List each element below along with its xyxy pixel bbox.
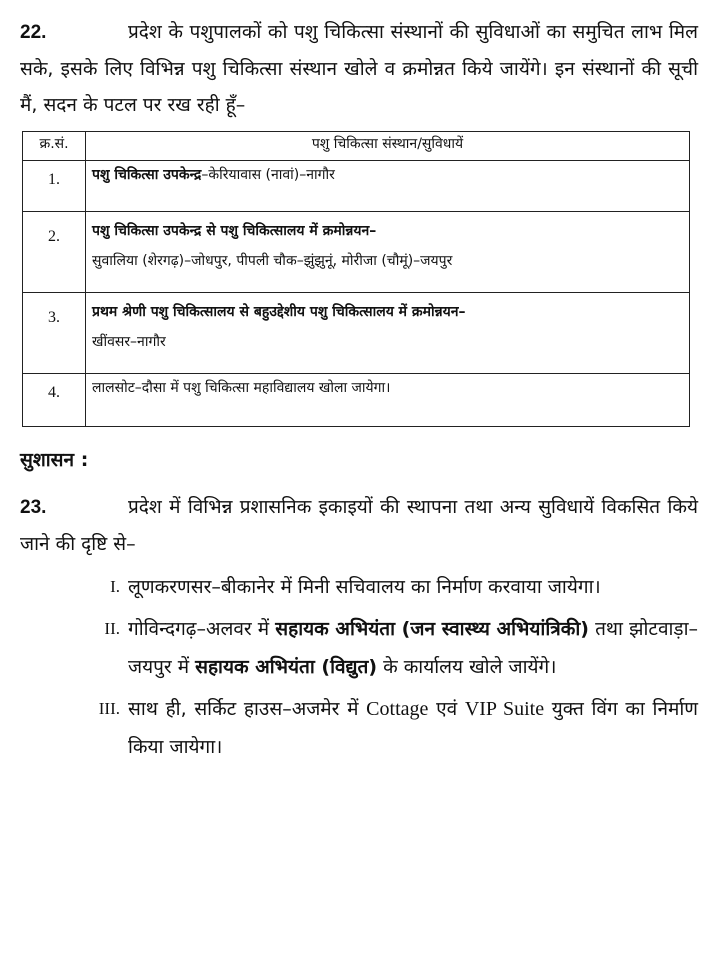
institution-cell: [86, 212, 690, 293]
item-text: के कार्यालय खोले जायेंगे।: [377, 656, 557, 678]
institution-location: –केरियावास (नावां)–नागौर: [201, 167, 335, 183]
roman-numeral: III.: [98, 699, 120, 718]
institution-title: प्रथम श्रेणी पशु चिकित्सालय से बहुउद्देशीय पशु चिकित्सालय में क्रमोन्नयन–: [92, 304, 466, 320]
serial-number: 4.: [23, 374, 86, 427]
item-latin-text: Cottage: [366, 698, 429, 720]
table-row: [23, 293, 690, 374]
serial-number: 3.: [23, 293, 86, 374]
item-text: तथा झोटवाड़ा–जयपुर में: [128, 618, 699, 678]
institution-location: सुवालिया (शेरगढ़)–जोधपुर, पीपली चौक–झुंझुनूं, मोरीजा (चौमूं)–जयपुर: [92, 253, 453, 269]
item-text: लूणकरणसर–बीकानेर में मिनी सचिवालय का निर्माण करवाया जायेगा।: [128, 576, 601, 598]
column-header-serial: क्र.सं.: [23, 132, 86, 161]
paragraph-text: प्रदेश में विभिन्न प्रशासनिक इकाइयों की स्थापना तथा अन्य सुविधायें विकसित किये जाने की दृष्टि से–: [20, 496, 698, 555]
item-bold-text: सहायक अभियंता (विद्युत): [195, 656, 378, 678]
serial-number: 2.: [23, 212, 86, 293]
item-bold-text: सहायक अभियंता (जन स्वास्थ्य अभियांत्रिकी): [275, 618, 589, 640]
paragraph-number: 22.: [20, 22, 47, 43]
table-header-row: [23, 132, 690, 161]
institution-location: लालसोट–दौसा में पशु चिकित्सा महाविद्यालय खोला जायेगा।: [92, 380, 391, 396]
item-latin-text: VIP Suite: [464, 698, 545, 720]
table-row: [23, 212, 690, 293]
institution-cell: [86, 293, 690, 374]
item-text: साथ ही, सर्किट हाउस–अजमेर में: [128, 698, 367, 720]
column-header-institution: पशु चिकित्सा संस्थान/सुविधायें: [86, 132, 690, 161]
paragraph-22: [20, 14, 698, 123]
paragraph-23: [20, 489, 698, 562]
paragraph-number: 23.: [20, 497, 47, 518]
institution-location: खींवसर–नागौर: [92, 334, 166, 350]
table-row: [23, 161, 690, 212]
institution-cell: [86, 374, 690, 427]
table-row: [23, 374, 690, 427]
institution-cell: [86, 161, 690, 212]
item-text: गोविन्दगढ़–अलवर में: [128, 618, 276, 640]
item-text: एवं: [428, 698, 465, 720]
governance-list: [20, 568, 698, 766]
list-item: [20, 568, 698, 606]
list-item: [20, 610, 698, 686]
institution-title: पशु चिकित्सा उपकेन्द्र से पशु चिकित्सालय में क्रमोन्नयन–: [92, 223, 377, 239]
roman-numeral: II.: [104, 619, 120, 638]
institutions-table: [22, 131, 690, 427]
paragraph-text: प्रदेश के पशुपालकों को पशु चिकित्सा संस्थानों की सुविधाओं का समुचित लाभ मिल सके, इसके लिए विभिन्न पशु चिकित्सा संस्थान खोले व क्रमोन्नत किये जायेंगे। इन संस्थानों की सूची मैं, सदन के पटल पर रख रही हूँ–: [20, 21, 698, 116]
institution-title: पशु चिकित्सा उपकेन्द्र: [92, 167, 202, 183]
item-text: युक्त विंग का निर्माण किया जायेगा।: [128, 698, 699, 758]
section-heading: सुशासन :: [20, 449, 89, 471]
roman-numeral: I.: [110, 577, 120, 596]
list-item: [20, 690, 698, 766]
serial-number: 1.: [23, 161, 86, 212]
